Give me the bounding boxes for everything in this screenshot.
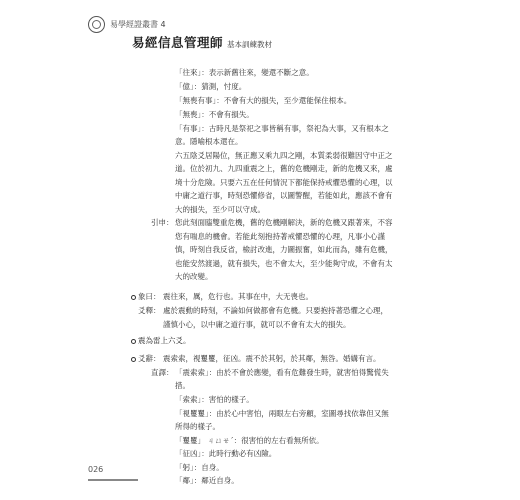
section-heading: 震為雷上六爻。 [138,336,191,345]
yin-line: 大的改變。 [175,272,213,281]
term-line: 「索索」：害怕的樣子。 [175,395,254,404]
term-line: 「矍矍」 ㄐㄩㄝˊ：很害怕的左右看無所依。 [175,436,324,445]
series-header [88,16,166,33]
book-title-main: 易經信息管理師 [132,35,224,50]
xiang-text: 震往來，厲，危行也。其事在中，大无喪也。 [163,292,313,301]
yin-line: 慎，時刻自我反省，檢討改進，力圖振奮，如此而為，雖有危機， [175,245,393,254]
term-line: 「躬」：自身。 [175,463,224,472]
note-line: 大的損失，至少可以守成。 [175,205,265,214]
series-name: 易學經證叢書 4 [110,20,166,29]
book-title-subtitle: 基本訓練教材 [227,40,273,49]
series-logo-icon [88,16,105,33]
yaoyi-line: 謹慎小心，以中庸之道行事，就可以不會有太大的損失。 [163,320,351,329]
yin-line: 您此刻面臨雙重危機，舊的危機剛解決，新的危機又跟著來，不容 [175,218,393,227]
note-line: 境十分危險。只要六五在任何情況下都能保持戒懼恐懼的心理，以 [175,178,393,187]
footer-rule [88,479,138,481]
note-line: 「無喪有事」：不會有大的損失，至少還能保住根本。 [175,96,352,105]
bullet-icon [131,295,136,300]
zhiyi-line: 措。 [175,381,190,390]
zhiyi-label: 直譯： [151,368,174,377]
yin-label: 引申： [151,218,174,227]
bullet-icon [131,357,136,362]
term-line: 「視矍矍」：由於心中害怕，兩眼左右旁顧，室圖尋找依靠但又無 [175,409,389,418]
term-line: 「征凶」：此時行動必有凶險。 [175,449,277,458]
yin-line: 您有喘息的機會。若能此刻抱持著戒懼恐懼的心理，凡事小心謹 [175,232,385,241]
term-line: 「鄰」：鄰近自身。 [175,476,239,485]
yaoyi-line: 處於震動的時刻，不論如何做都會有危機。只要抱持著恐懼之心理， [163,306,388,315]
note-line: 意。隱喻根本還在。 [175,137,243,146]
note-line: 道。位於初九、九四重震之上，舊的危機剛走，新的危機又來，處 [175,164,393,173]
page-number: 026 [88,465,104,474]
note-line: 「有事」：古時凡是祭祀之事皆稱有事，祭祀為大事，又有根本之 [175,124,389,133]
note-line: 「億」：猜測，忖度。 [175,82,247,91]
note-line: 「往來」：表示新舊往來，變還不斷之意。 [175,68,314,77]
yin-line: 也能安然渡過，就有損失，也不會太大，至少能夠守成，不會有太 [175,259,393,268]
note-line: 六五陰爻居陽位，無正應又乘九四之剛，本質柔弱很難因守中正之 [175,151,393,160]
note-line: 中庸之道行事，時刻恐懼修省，以圖警醒，若能如此，應該不會有 [175,191,393,200]
note-line: 「無喪」：不會有損失。 [175,110,254,119]
book-title [132,33,272,51]
sixth-label: 爻辭： [138,354,161,363]
xiang-label: 象曰： [138,292,161,301]
sixth-text: 震索索，視矍矍，征凶。震不於其躬，於其鄰，無咎。婚媾有言。 [163,354,381,363]
yaoyi-label: 爻釋： [138,306,161,315]
zhiyi-line: 「震索索」：由於不會於應變，看有危難發生時，就害怕得驚慌失 [175,368,389,377]
bullet-icon [131,339,136,344]
term-line: 所得的樣子。 [175,422,220,431]
